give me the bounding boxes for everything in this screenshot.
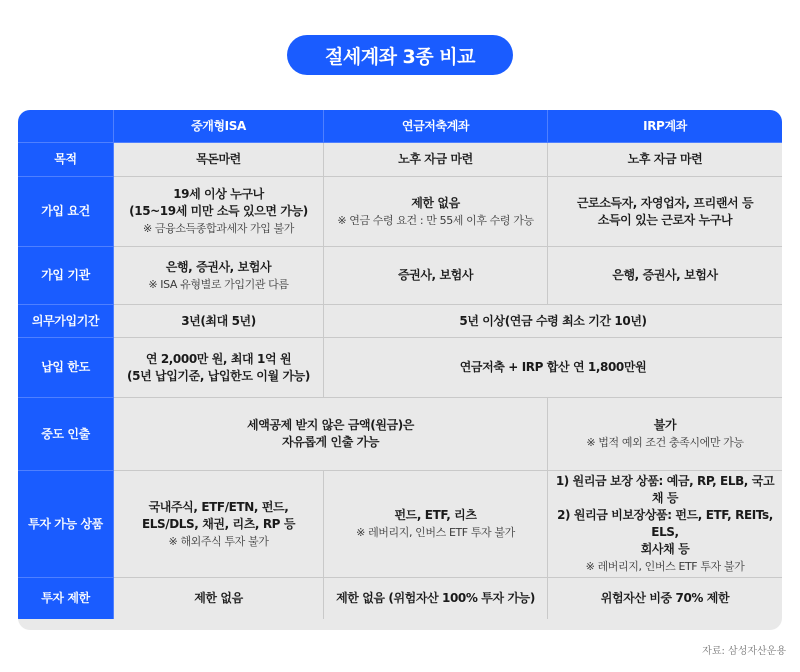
cell-restriction-isa: 제한 없음 <box>114 578 324 619</box>
cell-products-isa: 국내주식, ETF/ETN, 펀드, ELS/DLS, 채권, 리츠, RP 등 ※ 해외주식 투자 불가 <box>114 471 324 578</box>
row-header-period: 의무가입기간 <box>18 305 114 338</box>
row-header-limit: 납입 한도 <box>18 338 114 398</box>
row-header-products: 투자 가능 상품 <box>18 471 114 578</box>
row-header-withdrawal: 중도 인출 <box>18 398 114 471</box>
column-header-isa: 중개형ISA <box>114 110 324 143</box>
column-header-irp: IRP계좌 <box>548 110 782 143</box>
page-title: 절세계좌 3종 비교 <box>287 35 513 75</box>
row-header-purpose: 목적 <box>18 143 114 177</box>
column-header-pension: 연금저축계좌 <box>324 110 548 143</box>
row-header-eligibility: 가입 요건 <box>18 177 114 247</box>
cell-eligibility-pension: 제한 없음 ※ 연금 수령 요건 : 만 55세 이후 수령 가능 <box>324 177 548 247</box>
cell-purpose-irp: 노후 자금 마련 <box>548 143 782 177</box>
row-header-institution: 가입 기관 <box>18 247 114 305</box>
cell-restriction-irp: 위험자산 비중 70% 제한 <box>600 591 730 605</box>
cell-eligibility-irp: 근로소득자, 자영업자, 프리랜서 등 소득이 있는 근로자 누구나 <box>548 177 782 247</box>
cell-products-irp: 1) 원리금 보장 상품: 예금, RP, ELB, 국고채 등 2) 원리금 비보장상품: 펀드, ETF, REITs, ELS, 회사채 등 ※ 레버리지, 인버스 ETF 투자 불가 <box>548 471 782 578</box>
cell-period-isa: 3년(최대 5년) <box>114 305 324 338</box>
cell-limit-pension-irp: 연금저축 + IRP 합산 연 1,800만원 <box>324 338 782 398</box>
cell-purpose-pension: 노후 자금 마련 <box>324 143 548 177</box>
cell-institution-irp: 은행, 증권사, 보험사 <box>548 247 782 305</box>
row-header-restriction: 투자 제한 <box>18 578 114 619</box>
cell-withdrawal-irp: 불가 ※ 법적 예외 조건 충족시에만 가능 <box>548 398 782 471</box>
cell-purpose-isa: 목돈마련 <box>114 143 324 177</box>
cell-limit-isa: 연 2,000만 원, 최대 1억 원 (5년 납입기준, 납입한도 이월 가능) <box>114 338 324 398</box>
cell-institution-pension: 증권사, 보험사 <box>324 247 548 305</box>
cell-restriction-pension: 제한 없음 (위험자산 100% 투자 가능) <box>324 578 548 619</box>
comparison-table <box>18 110 782 630</box>
cell-period-pension-irp: 5년 이상(연금 수령 최소 기간 10년) <box>324 305 782 338</box>
cell-withdrawal-isa-pension: 세액공제 받지 않은 금액(원금)은 자유롭게 인출 가능 <box>114 398 548 471</box>
cell-products-pension: 펀드, ETF, 리츠 ※ 레버리지, 인버스 ETF 투자 불가 <box>324 471 548 578</box>
cell-institution-isa: 은행, 증권사, 보험사 ※ ISA 유형별로 가입기관 다름 <box>114 247 324 305</box>
table-corner <box>18 110 114 143</box>
source-caption: 자료: 삼성자산운용 <box>702 646 786 657</box>
cell-eligibility-isa: 19세 이상 누구나 (15~19세 미만 소득 있으면 가능) ※ 금융소득종합과세자 가입 불가 <box>114 177 324 247</box>
